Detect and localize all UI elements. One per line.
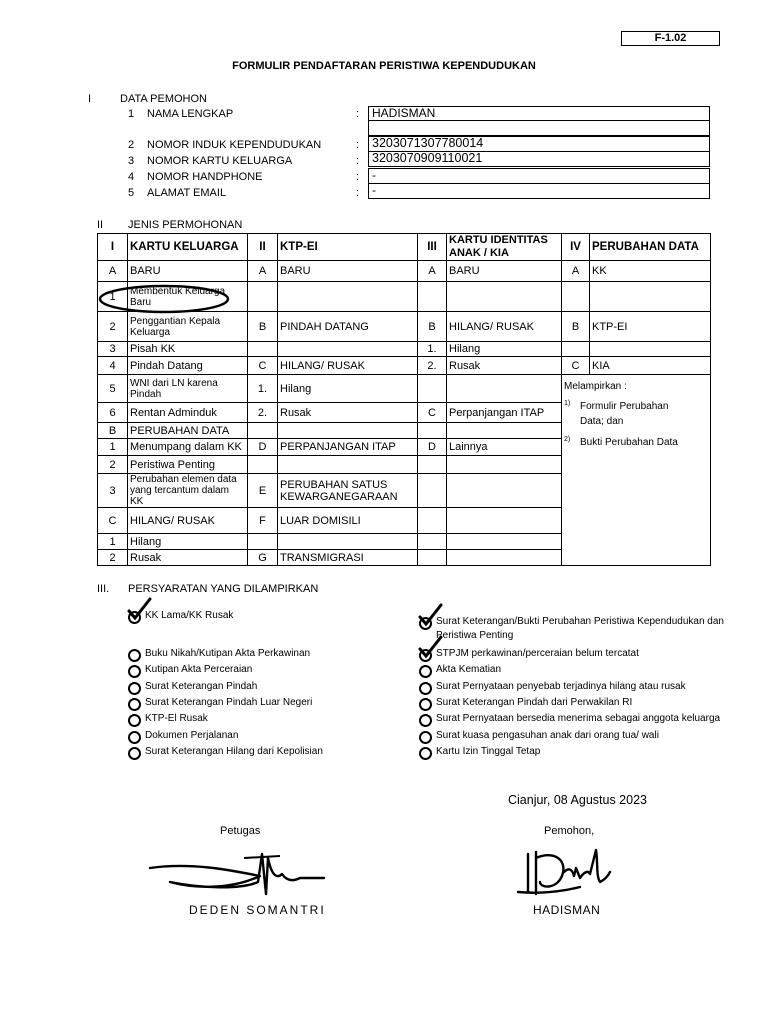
table-cell[interactable]: 4 — [98, 357, 128, 375]
checkbox-circle[interactable] — [128, 698, 141, 711]
table-cell[interactable] — [248, 423, 278, 439]
requirement-label: Kartu Izin Tinggal Tetap — [436, 746, 541, 757]
table-cell[interactable] — [278, 423, 418, 439]
requirement-label: KK Lama/KK Rusak — [145, 610, 234, 621]
table-cell[interactable]: E — [248, 474, 278, 508]
table-cell[interactable] — [562, 282, 590, 312]
field-kk-label: NOMOR KARTU KELUARGA — [147, 155, 293, 167]
field-kk-value[interactable]: 3203070909110021 — [368, 151, 710, 167]
requirement-label: Surat Keterangan Pindah Luar Negeri — [145, 697, 313, 708]
table-row — [98, 342, 711, 357]
checkbox-circle[interactable] — [128, 747, 141, 760]
requirement-label: Surat Keterangan Hilang dari Kepolisian — [145, 746, 323, 757]
table-cell[interactable]: BARU — [278, 261, 418, 282]
table-cell[interactable]: C — [248, 357, 278, 375]
table-cell[interactable]: A — [98, 261, 128, 282]
table-cell[interactable] — [590, 282, 711, 312]
table-cell[interactable]: Rusak — [128, 550, 248, 566]
table-cell[interactable] — [447, 423, 562, 439]
table-cell[interactable] — [447, 550, 562, 566]
applicant-signature — [510, 832, 620, 902]
table-cell[interactable]: Perubahan elemen data yang tercantum dalam KK — [128, 474, 248, 508]
table-cell[interactable] — [447, 282, 562, 312]
checkbox-circle[interactable] — [128, 665, 141, 678]
field-hp-value[interactable]: - — [368, 168, 710, 184]
requirement-label: Akta Kematian — [436, 664, 502, 675]
table-cell[interactable]: KK — [590, 261, 711, 282]
table-cell[interactable] — [278, 534, 418, 550]
table-header-cell: KTP-EI — [278, 234, 418, 261]
table-cell[interactable]: KIA — [590, 357, 711, 375]
field-nama-no: 1 — [128, 108, 135, 120]
table-cell[interactable]: KTP-EI — [590, 312, 711, 342]
table-cell[interactable]: Rusak — [447, 357, 562, 375]
table-header-cell: PERUBAHAN DATA — [590, 234, 711, 261]
table-header-cell: I — [98, 234, 128, 261]
checkbox-circle[interactable] — [419, 714, 432, 727]
table-cell[interactable] — [248, 456, 278, 474]
field-nik-colon: : — [356, 139, 360, 151]
table-cell[interactable]: 6 — [98, 403, 128, 423]
table-header-cell: KARTU IDENTITAS ANAK / KIA — [447, 234, 562, 261]
table-cell[interactable]: Membentuk Keluarga Baru — [128, 282, 248, 312]
table-cell[interactable]: D — [418, 439, 447, 456]
table-cell[interactable]: WNI dari LN karena Pindah — [128, 375, 248, 403]
table-cell[interactable]: 5 — [98, 375, 128, 403]
table-cell[interactable] — [248, 534, 278, 550]
checkbox-circle[interactable] — [419, 731, 432, 744]
table-cell[interactable]: HILANG/ RUSAK — [128, 508, 248, 534]
field-email-label: ALAMAT EMAIL — [147, 187, 227, 199]
checkbox-circle[interactable] — [419, 682, 432, 695]
section1-number: I — [88, 93, 92, 105]
attachment-text: Formulir Perubahan Data; dan — [580, 401, 669, 427]
table-cell[interactable]: PINDAH DATANG — [278, 312, 418, 342]
table-cell[interactable]: Pisah KK — [128, 342, 248, 357]
table-cell[interactable]: 1. — [248, 375, 278, 403]
table-cell[interactable] — [562, 342, 590, 357]
field-email-colon: : — [356, 187, 360, 199]
field-nik-label: NOMOR INDUK KEPENDUDUKAN — [147, 139, 322, 151]
attachment-text: Bukti Perubahan Data — [580, 437, 678, 448]
attachment-sup: 1) — [564, 400, 571, 407]
field-hp-no: 4 — [128, 171, 135, 183]
table-cell[interactable]: B — [248, 312, 278, 342]
requirement-label: Kutipan Akta Perceraian — [145, 664, 253, 675]
table-cell[interactable]: G — [248, 550, 278, 566]
table-cell[interactable] — [447, 474, 562, 508]
field-kk-no: 3 — [128, 155, 135, 167]
table-header-cell: KARTU KELUARGA — [128, 234, 248, 261]
checkbox-circle[interactable] — [419, 698, 432, 711]
table-cell[interactable] — [447, 534, 562, 550]
table-cell[interactable]: 1 — [98, 534, 128, 550]
checkbox-circle[interactable] — [128, 682, 141, 695]
table-cell[interactable]: A — [418, 261, 447, 282]
table-cell[interactable] — [418, 508, 447, 534]
field-nama-label: NAMA LENGKAP — [147, 108, 234, 120]
field-nik-no: 2 — [128, 139, 135, 151]
table-cell[interactable]: B — [418, 312, 447, 342]
table-cell[interactable]: B — [98, 423, 128, 439]
form-title: FORMULIR PENDAFTARAN PERISTIWA KEPENDUDUKAN — [232, 60, 536, 72]
table-cell[interactable]: Hilang — [128, 534, 248, 550]
table-cell[interactable]: Hilang — [447, 342, 562, 357]
table-cell[interactable] — [418, 474, 447, 508]
checkbox-circle[interactable] — [128, 714, 141, 727]
table-cell[interactable]: HILANG/ RUSAK — [447, 312, 562, 342]
requirement-label: Surat Pernyataan penyebab terjadinya hilang atau rusak — [436, 681, 686, 692]
table-cell[interactable] — [278, 342, 418, 357]
checkbox-circle[interactable] — [128, 649, 141, 662]
table-cell[interactable] — [418, 282, 447, 312]
table-cell[interactable] — [447, 375, 562, 403]
field-kk-colon: : — [356, 155, 360, 167]
table-cell[interactable]: A — [248, 261, 278, 282]
table-cell[interactable]: HILANG/ RUSAK — [278, 357, 418, 375]
table-cell[interactable]: BARU — [128, 261, 248, 282]
table-cell[interactable] — [418, 375, 447, 403]
table-cell[interactable] — [248, 282, 278, 312]
requirement-label: Surat Pernyataan bersedia menerima sebagai anggota keluarga — [436, 713, 721, 724]
table-cell[interactable]: 1 — [98, 439, 128, 456]
section2-number: II — [97, 219, 104, 231]
table-cell[interactable]: Perpanjangan ITAP — [447, 403, 562, 423]
table-cell[interactable]: B — [562, 312, 590, 342]
requirement-label: Buku Nikah/Kutipan Akta Perkawinan — [145, 648, 311, 659]
section3-number: III. — [97, 583, 110, 595]
table-cell[interactable]: BARU — [447, 261, 562, 282]
table-cell[interactable]: Peristiwa Penting — [128, 456, 248, 474]
table-header-cell: II — [248, 234, 278, 261]
table-cell[interactable] — [278, 456, 418, 474]
officer-signature — [140, 848, 330, 908]
attachment-note — [562, 375, 711, 566]
table-cell[interactable] — [590, 342, 711, 357]
table-cell[interactable]: Penggantian Kepala Keluarga — [128, 312, 248, 342]
table-cell[interactable] — [248, 342, 278, 357]
table-header-cell: IV — [562, 234, 590, 261]
field-hp-colon: : — [356, 171, 360, 183]
table-cell[interactable]: 3 — [98, 342, 128, 357]
table-cell[interactable] — [278, 282, 418, 312]
table-row — [98, 261, 711, 282]
requirement-label: Surat Keterangan/Bukti Perubahan Peristiwa Kependudukan dan — [436, 616, 724, 627]
field-nik-value[interactable]: 3203071307780014 — [368, 136, 710, 152]
requirement-label: KTP-El Rusak — [145, 713, 208, 724]
table-cell[interactable]: 3 — [98, 474, 128, 508]
checkbox-circle[interactable] — [419, 747, 432, 760]
applicant-name: HADISMAN — [533, 903, 601, 917]
table-cell[interactable] — [447, 508, 562, 534]
selection-oval — [98, 283, 234, 315]
table-cell[interactable] — [447, 456, 562, 474]
table-cell[interactable]: 1 — [98, 282, 128, 312]
field-hp-label: NOMOR HANDPHONE — [147, 171, 263, 183]
table-cell[interactable]: 2 — [98, 312, 128, 342]
table-cell[interactable]: PERUBAHAN SATUS KEWARGANEGARAAN — [278, 474, 418, 508]
field-nama-value[interactable]: HADISMAN — [368, 106, 710, 121]
table-cell[interactable]: 2. — [418, 357, 447, 375]
table-row — [98, 357, 711, 375]
requirement-label: Dokumen Perjalanan — [145, 730, 239, 741]
table-cell[interactable]: PERUBAHAN DATA — [128, 423, 248, 439]
checkbox-circle[interactable] — [128, 731, 141, 744]
table-row — [98, 375, 711, 403]
table-cell[interactable]: D — [248, 439, 278, 456]
table-cell[interactable]: Pindah Datang — [128, 357, 248, 375]
applicant-label: Pemohon, — [544, 825, 595, 837]
table-cell[interactable]: C — [98, 508, 128, 534]
table-header-cell: III — [418, 234, 447, 261]
table-row — [98, 312, 711, 342]
table-cell[interactable] — [418, 550, 447, 566]
attachment-item — [564, 435, 708, 450]
table-cell[interactable]: 2 — [98, 456, 128, 474]
table-cell[interactable]: 2. — [248, 403, 278, 423]
form-code: F-1.02 — [621, 31, 720, 46]
table-cell[interactable] — [418, 423, 447, 439]
attachment-item — [564, 399, 708, 429]
table-cell[interactable]: Rusak — [278, 403, 418, 423]
attachment-label: Melampirkan : — [564, 381, 627, 392]
table-cell[interactable]: LUAR DOMISILI — [278, 508, 418, 534]
table-cell[interactable]: Menumpang dalam KK — [128, 439, 248, 456]
table-cell[interactable]: Lainnya — [447, 439, 562, 456]
table-cell[interactable] — [418, 534, 447, 550]
table-cell[interactable]: 2 — [98, 550, 128, 566]
requirement-label: Surat Keterangan Pindah — [145, 681, 258, 692]
officer-name: DEDEN SOMANTRI — [189, 903, 326, 917]
place-date: Cianjur, 08 Agustus 2023 — [508, 793, 647, 807]
table-cell[interactable] — [418, 456, 447, 474]
table-cell[interactable]: F — [248, 508, 278, 534]
table-cell[interactable]: Hilang — [278, 375, 418, 403]
table-cell[interactable]: 1. — [418, 342, 447, 357]
table-cell[interactable]: A — [562, 261, 590, 282]
table-cell[interactable]: TRANSMIGRASI — [278, 550, 418, 566]
field-email-no: 5 — [128, 187, 135, 199]
table-cell[interactable]: C — [418, 403, 447, 423]
requirement-label: Surat kuasa pengasuhan anak dari orang tua/ wali — [436, 730, 659, 741]
requirement-label: STPJM perkawinan/perceraian belum tercatat — [436, 648, 639, 659]
table-cell[interactable]: C — [562, 357, 590, 375]
checkbox-circle[interactable] — [419, 665, 432, 678]
table-header-row — [98, 234, 711, 261]
field-nama-line2[interactable] — [368, 120, 710, 136]
field-nama-colon: : — [356, 108, 360, 120]
table-cell[interactable]: PERPANJANGAN ITAP — [278, 439, 418, 456]
field-email-value[interactable]: - — [368, 183, 710, 199]
requirement-label-continued: Peristiwa Penting — [436, 630, 514, 641]
requirement-label: Surat Keterangan Pindah dari Perwakilan RI — [436, 697, 633, 708]
officer-label: Petugas — [220, 825, 261, 837]
table-cell[interactable]: Rentan Adminduk — [128, 403, 248, 423]
attachment-sup: 2) — [564, 436, 571, 443]
section2-label: JENIS PERMOHONAN — [128, 219, 243, 231]
section3-label: PERSYARATAN YANG DILAMPIRKAN — [128, 583, 319, 595]
section1-label: DATA PEMOHON — [120, 93, 207, 105]
